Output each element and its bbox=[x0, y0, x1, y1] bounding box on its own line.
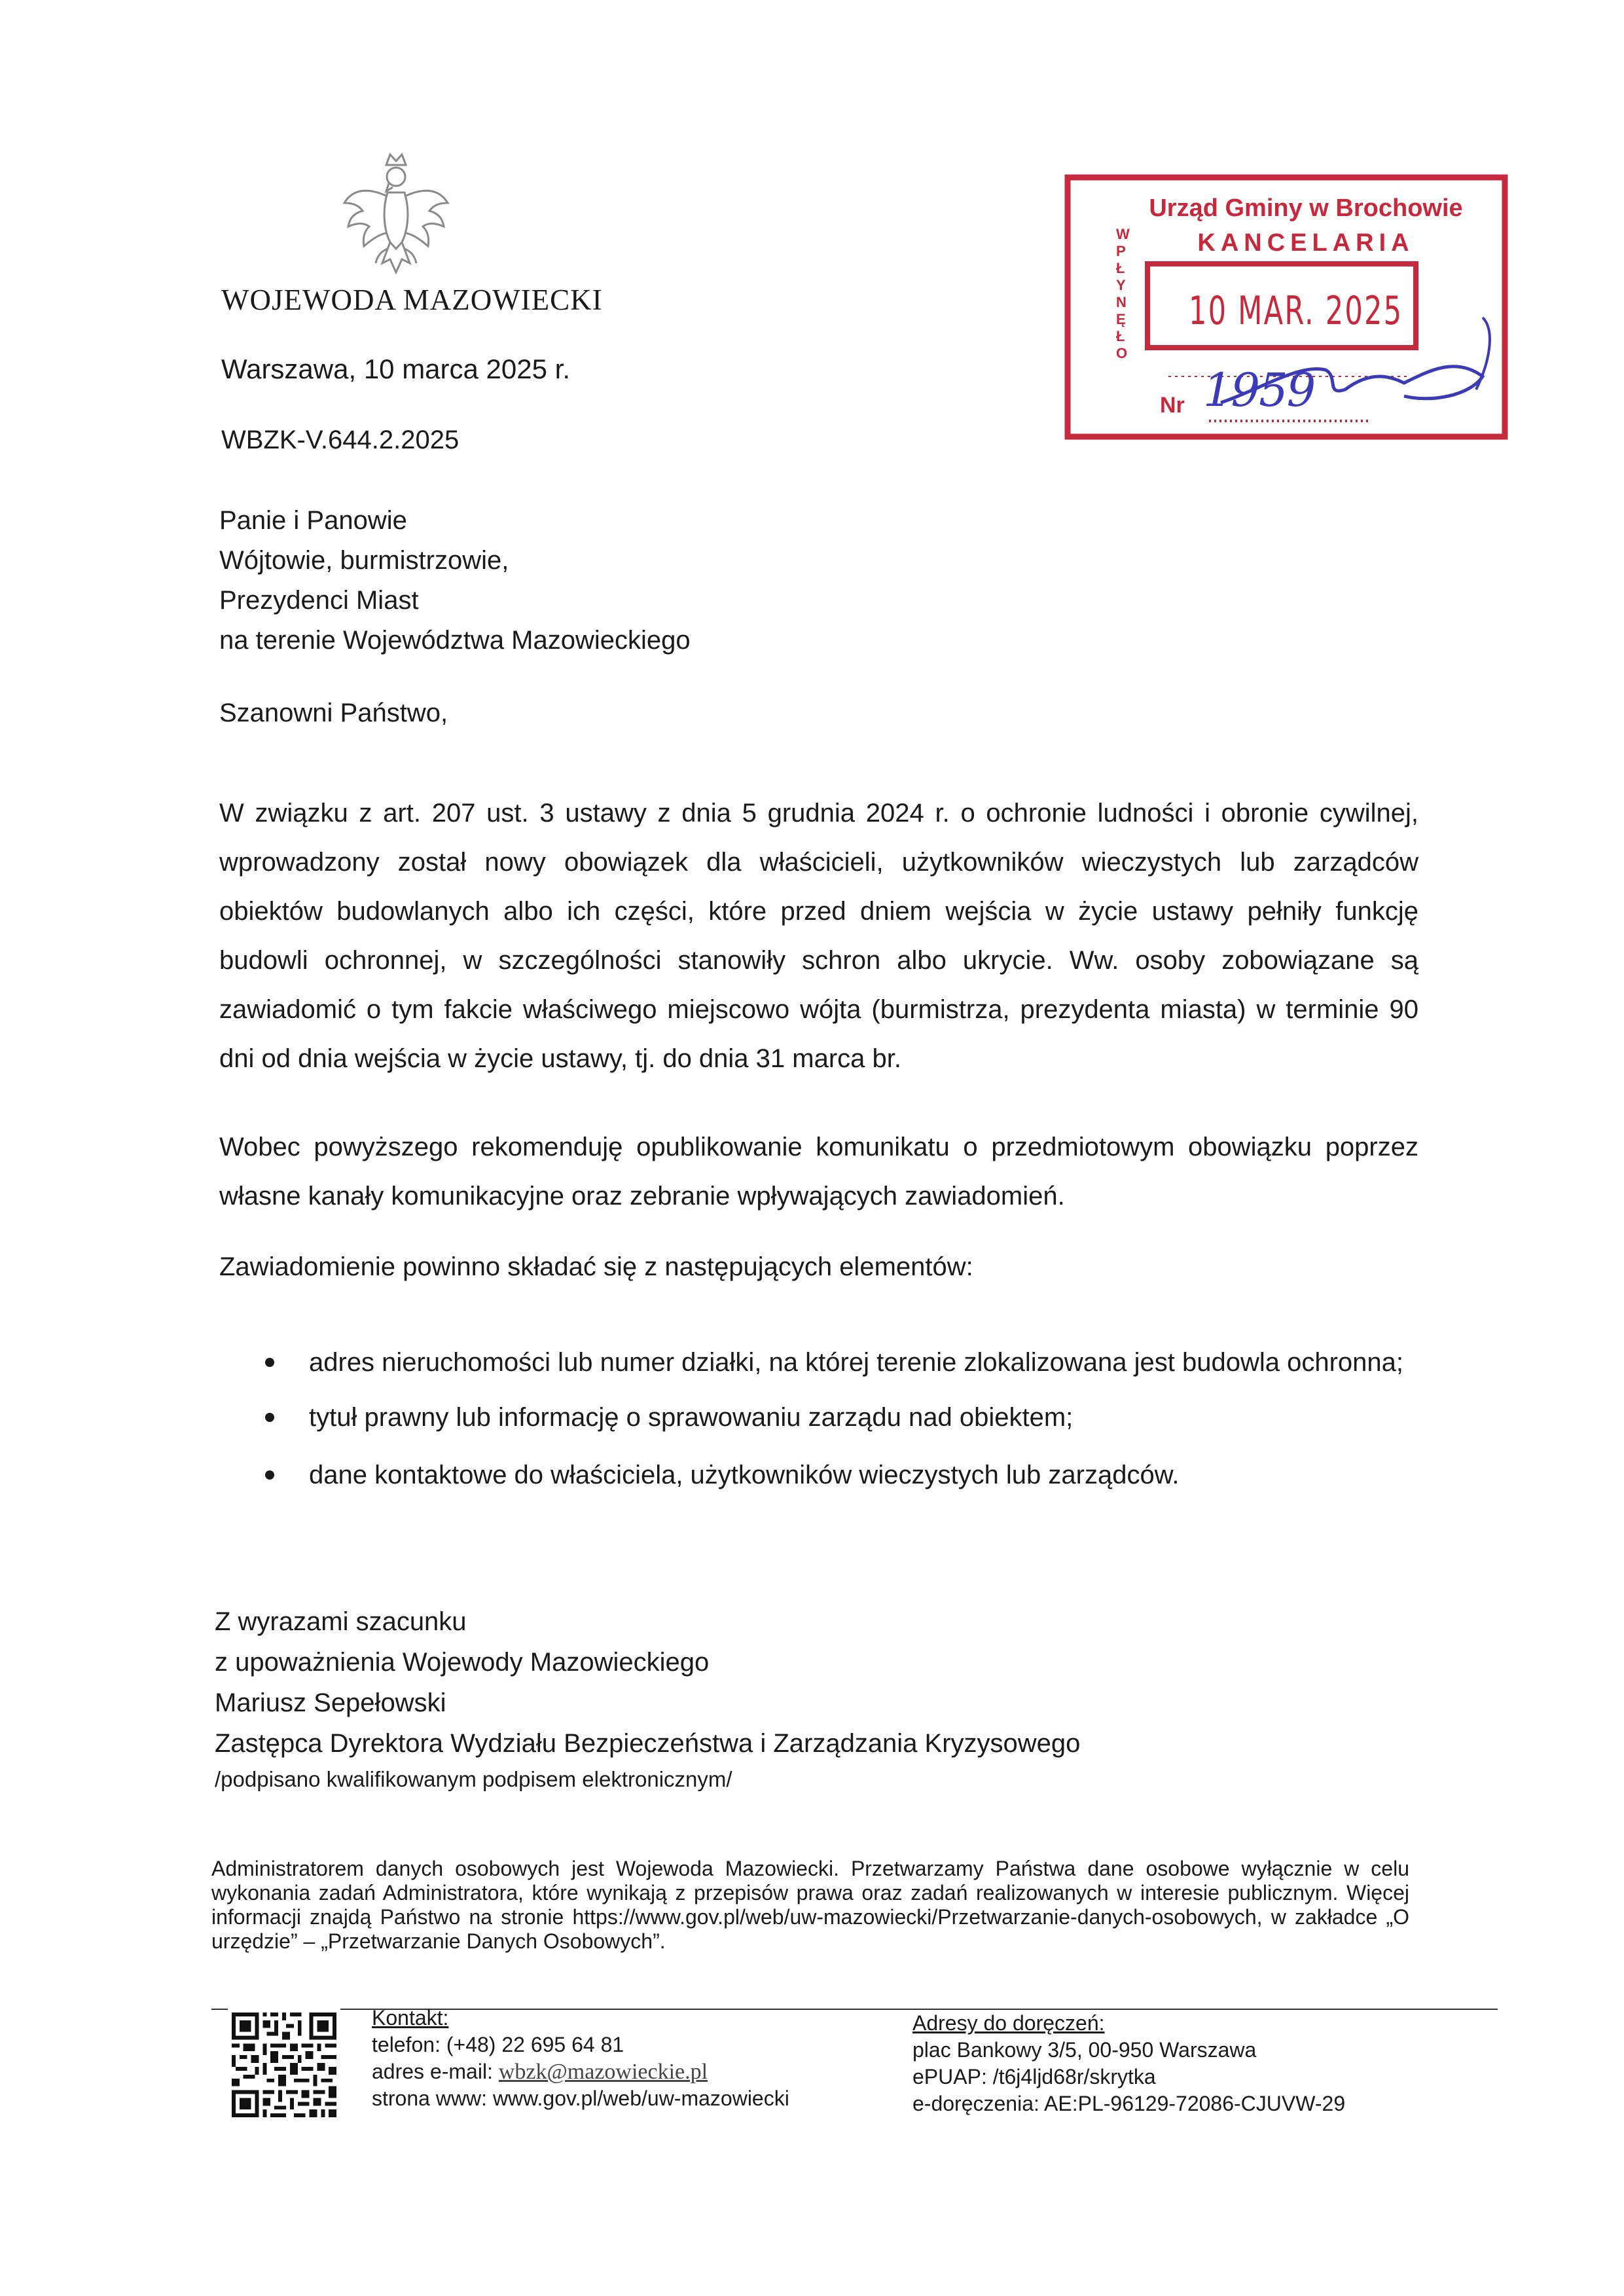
reference-number: WBZK-V.644.2.2025 bbox=[221, 426, 460, 454]
stamp-date: 10 MAR. 2025 bbox=[1189, 288, 1403, 334]
contact-email-link[interactable]: wbzk@mazowieckie.pl bbox=[498, 2060, 708, 2084]
body-paragraph-2: Wobec powyższego rekomenduję opublikowanie komunikatu o przedmiotowym obowiązku poprzez własne kanały komunikacyjne oraz zebranie wpływających zawiadomień. bbox=[219, 1133, 1418, 1211]
delivery-epuap: ePUAP: /t6j4ljd68r/skrytka bbox=[912, 2065, 1156, 2088]
addressee-line: Prezydenci Miast bbox=[219, 586, 419, 615]
letter-date: Warszawa, 10 marca 2025 r. bbox=[221, 354, 570, 384]
contact-website: strona www: www.gov.pl/web/uw-mazowiecki bbox=[372, 2086, 789, 2110]
contact-email-label: adres e-mail: bbox=[372, 2060, 499, 2083]
stamp-office-name: Urząd Gminy w Brochowie bbox=[1149, 194, 1463, 222]
stamp-department: KANCELARIA bbox=[1197, 229, 1415, 257]
closing-authorization: z upoważnienia Wojewody Mazowieckiego bbox=[215, 1648, 710, 1677]
signature-note: /podpisano kwalifikowanym podpisem elektronicznym/ bbox=[215, 1767, 732, 1791]
closing-block bbox=[215, 1601, 1080, 1795]
list-item: dane kontaktowe do właściciela, użytkowników wieczystych lub zarządców. bbox=[219, 1455, 1418, 1495]
polish-eagle-emblem-icon bbox=[340, 151, 452, 282]
signatory-position: Zastępca Dyrektora Wydziału Bezpieczeństwa i Zarządzania Kryzysowego bbox=[215, 1729, 1081, 1758]
list-item: tytuł prawny lub informację o sprawowaniu zarządu nad obiektem; bbox=[219, 1397, 1418, 1438]
qr-code-icon bbox=[228, 2009, 340, 2121]
addressee-line: Panie i Panowie bbox=[219, 506, 407, 535]
stamp-nr-label: Nr bbox=[1160, 393, 1185, 418]
body-paragraph-3: Zawiadomienie powinno składać się z następujących elementów: bbox=[219, 1252, 973, 1281]
contact-block bbox=[372, 2005, 789, 2112]
body-paragraph-1: W związku z art. 207 ust. 3 ustawy z dnia 5 grudnia 2024 r. o ochronie ludności i obronie cywilnej, wprowadzony został nowy obowiązek dla właścicieli, użytkowników wieczystych lub zarządców obiektów budowlanych albo ich części, które przed dniem wejścia w życie ustawy pełniły funkcję budowli ochronnej, w szczególności stanowiły schron albo ukrycie. Ww. osoby zobowiązane są zawiadomić o tym fakcie właściwego miejscowo wójta (burmistrza, prezydenta miasta) w terminie 90 dni od dnia wejścia w życie ustawy, tj. do dnia 31 marca br. bbox=[219, 799, 1418, 1073]
signatory-name: Mariusz Sepełowski bbox=[215, 1688, 446, 1717]
requirements-list bbox=[219, 1342, 1418, 1512]
header-title: WOJEWODA MAZOWIECKI bbox=[221, 283, 603, 316]
privacy-notice: Administratorem danych osobowych jest Wojewoda Mazowiecki. Przetwarzamy Państwa dane osobowe wyłącznie w celu wykonania zadań Administratora, które wynikają z przepisów prawa oraz zadań realizowanych w interesie publicznym. Więcej informacji znajdą Państwo na stronie https://www.gov.pl/web/uw-mazowiecki/Przetwarzanie-danych-osobowych, w zakładce „O urzędzie” – „Przetwarzanie Danych Osobowych”. bbox=[211, 1857, 1409, 1953]
addressee-block bbox=[219, 501, 691, 661]
salutation: Szanowni Państwo, bbox=[219, 699, 448, 727]
contact-phone: telefon: (+48) 22 695 64 81 bbox=[372, 2033, 624, 2056]
addressee-line: na terenie Województwa Mazowieckiego bbox=[219, 626, 691, 655]
delivery-heading: Adresy do doręczeń: bbox=[912, 2011, 1105, 2035]
delivery-addresses-block bbox=[912, 2010, 1345, 2117]
list-item: adres nieruchomości lub numer działki, na której terenie zlokalizowana jest budowla ochronna; bbox=[219, 1342, 1418, 1383]
delivery-edoreczenia: e-doręczenia: AE:PL-96129-72086-CJUVW-29 bbox=[912, 2092, 1346, 2115]
addressee-line: Wójtowie, burmistrzowie, bbox=[219, 546, 509, 575]
contact-heading: Kontakt: bbox=[372, 2006, 449, 2030]
closing-regards: Z wyrazami szacunku bbox=[215, 1607, 467, 1636]
stamp-registry-number: 1959 bbox=[1203, 363, 1315, 417]
svg-text:WPŁYNĘŁO: W P Ł Y N Ę Ł O bbox=[1116, 226, 1130, 361]
contact-email-row bbox=[372, 2058, 789, 2085]
delivery-postal-address: plac Bankowy 3/5, 00-950 Warszawa bbox=[912, 2038, 1257, 2062]
